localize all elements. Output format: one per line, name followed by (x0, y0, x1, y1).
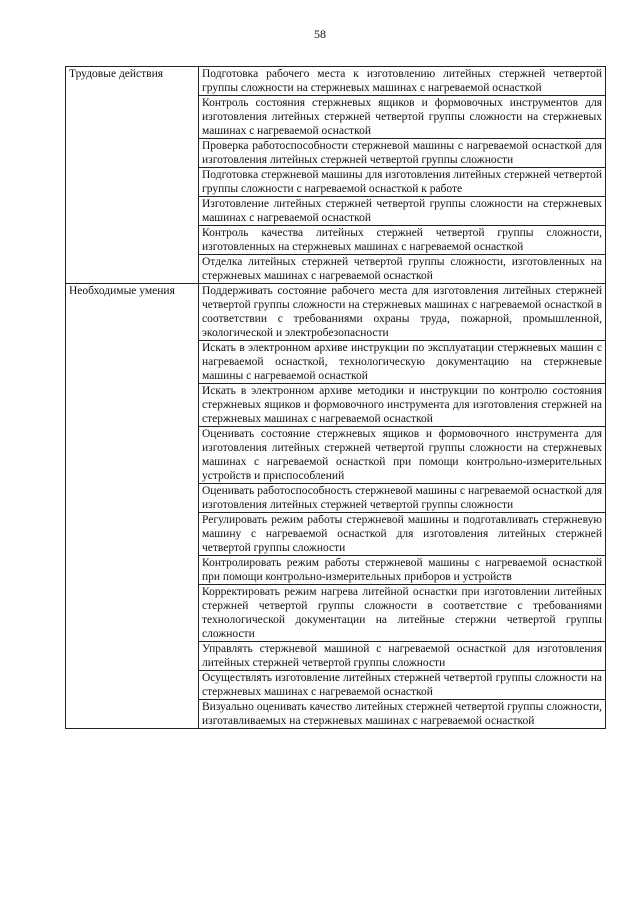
list-item: Контролировать режим работы стержневой машины с нагреваемой оснасткой при помощи контрольно-измерительных приборов и устройств (199, 556, 606, 585)
section-label-required-skills: Необходимые умения (66, 284, 199, 729)
list-item: Поддерживать состояние рабочего места для изготовления литейных стержней четвертой группы сложности на стержневых машинах с нагреваемой оснасткой в соответствии с требованиями охраны труда, пожарной, промышленной, экологической и электробезопасности (199, 284, 606, 341)
requirements-table (65, 66, 606, 729)
list-item: Управлять стержневой машиной с нагреваемой оснасткой для изготовления литейных стержней четвертой группы сложности (199, 642, 606, 671)
list-item: Визуально оценивать качество литейных стержней четвертой группы сложности, изготавливаемых на стержневых машинах с нагреваемой оснасткой (199, 700, 606, 729)
list-item: Искать в электронном архиве методики и инструкции по контролю состояния стержневых ящиков и формовочного инструмента для изготовления стержней на стержневых машинах с нагреваемой оснасткой (199, 384, 606, 427)
list-item: Подготовка стержневой машины для изготовления литейных стержней четвертой группы сложности с нагреваемой оснасткой к работе (199, 168, 606, 197)
list-item: Искать в электронном архиве инструкции по эксплуатации стержневых машин с нагреваемой оснасткой, технологическую документацию на стержневые машины с нагреваемой оснасткой (199, 341, 606, 384)
list-item: Отделка литейных стержней четвертой группы сложности, изготовленных на стержневых машинах с нагреваемой оснасткой (199, 255, 606, 284)
table-row (66, 284, 606, 341)
list-item: Оценивать состояние стержневых ящиков и формовочного инструмента для изготовления литейных стержней четвертой группы сложности на стержневых машинах с нагреваемой оснасткой при помощи контрольно-измерительных устройств и приспособлений (199, 427, 606, 484)
list-item: Оценивать работоспособность стержневой машины с нагреваемой оснасткой для изготовления литейных стержней четвертой группы сложности (199, 484, 606, 513)
section-label-labor-actions: Трудовые действия (66, 67, 199, 284)
list-item: Подготовка рабочего места к изготовлению литейных стержней четвертой группы сложности на стержневых машинах с нагреваемой оснасткой (199, 67, 606, 96)
list-item: Корректировать режим нагрева литейной оснастки при изготовлении литейных стержней четвертой группы сложности в соответствие с требованиями технологической документации на литейные стержни четвертой группы сложности (199, 585, 606, 642)
list-item: Регулировать режим работы стержневой машины и подготавливать стержневую машину с нагреваемой оснасткой для изготовления литейных стержней четвертой группы сложности (199, 513, 606, 556)
list-item: Изготовление литейных стержней четвертой группы сложности на стержневых машинах с нагреваемой оснасткой (199, 197, 606, 226)
list-item: Контроль состояния стержневых ящиков и формовочных инструментов для изготовления литейных стержней четвертой группы сложности на стержневых машинах с нагреваемой оснасткой (199, 96, 606, 139)
table-row (66, 67, 606, 96)
page-number: 58 (314, 27, 326, 41)
list-item: Контроль качества литейных стержней четвертой группы сложности, изготовленных на стержневых машинах с нагреваемой оснасткой (199, 226, 606, 255)
list-item: Осуществлять изготовление литейных стержней четвертой группы сложности на стержневых машинах с нагреваемой оснасткой (199, 671, 606, 700)
list-item: Проверка работоспособности стержневой машины с нагреваемой оснасткой для изготовления литейных стержней четвертой группы сложности (199, 139, 606, 168)
